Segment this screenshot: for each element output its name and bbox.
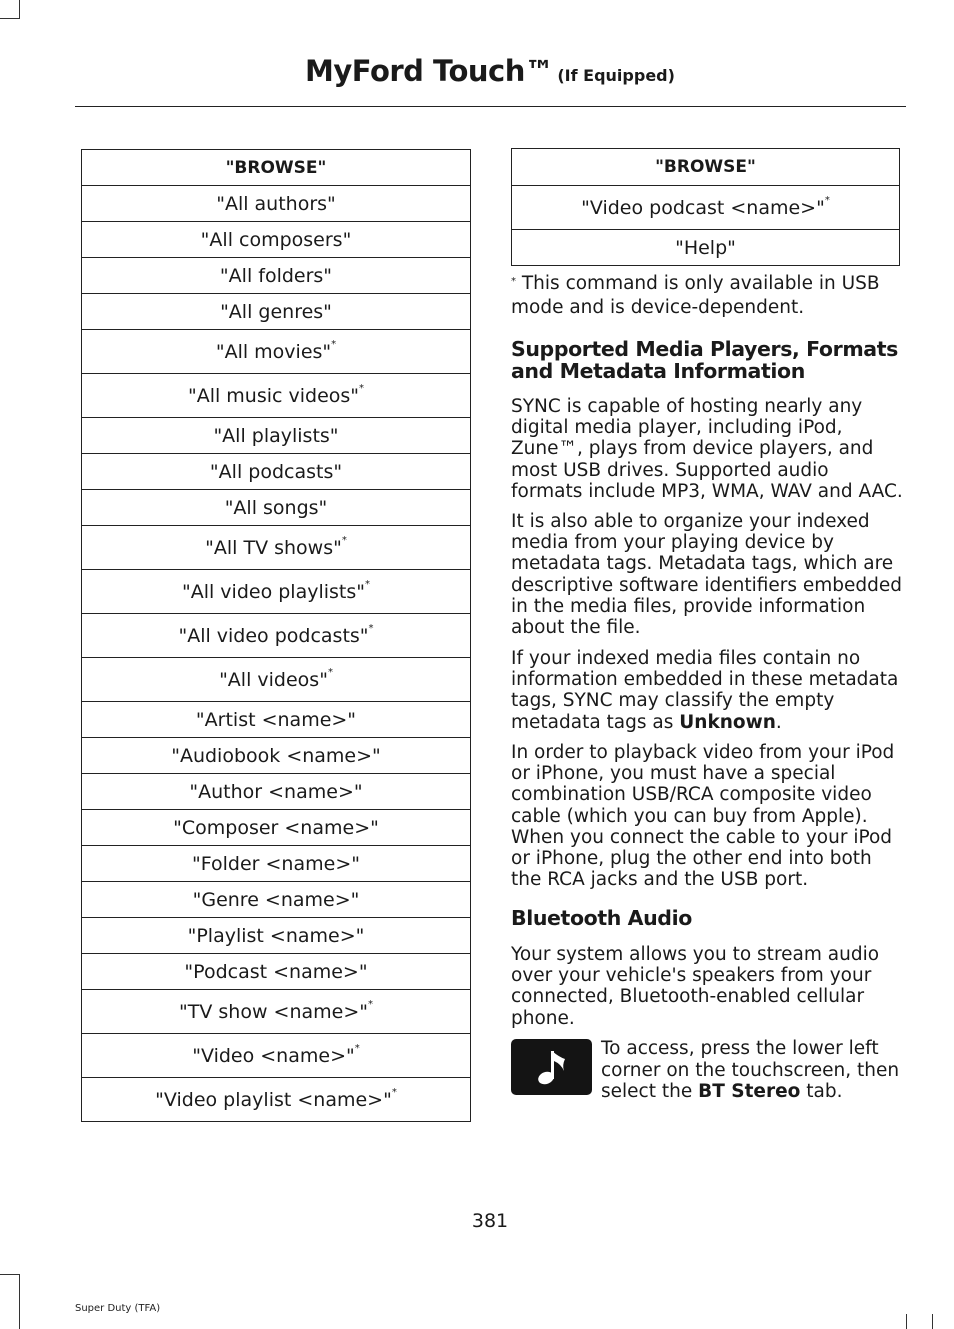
command-cell [82,418,471,454]
instruction-text: To access, press the lower left corner on the touchscreen, then select the [601,1038,900,1102]
table-row [82,570,471,614]
command-cell [82,1078,471,1122]
table-row [82,454,471,490]
command-cell [82,454,471,490]
table-row [82,810,471,846]
table-row [82,1078,471,1122]
footnote-mark: * [341,534,347,546]
footnote-mark: * [368,622,374,634]
command-cell [82,570,471,614]
crop-mark [19,0,20,18]
table-row [82,882,471,918]
footnote-mark: * [359,382,365,394]
table-header: "BROWSE" [82,150,471,186]
table-row [82,990,471,1034]
command-cell [82,1034,471,1078]
browse-commands-table-left [81,149,471,1122]
crop-mark [19,1274,20,1329]
command-cell [82,846,471,882]
header-subtitle: (If Equipped) [557,66,675,85]
section-heading-bluetooth [511,907,903,929]
command-cell [82,702,471,738]
paragraph [511,511,903,638]
crop-mark [0,18,20,19]
footnote [511,272,903,320]
command-text: "Folder <name>" [192,852,360,875]
command-cell [512,186,900,230]
paragraph [511,944,903,1029]
command-cell [82,882,471,918]
command-text: "Help" [675,236,736,259]
footnote-mark: * [824,194,830,206]
table-row [82,222,471,258]
footer-text: Super Duty (TFA) [75,1303,161,1314]
command-cell [82,330,471,374]
table-row [82,294,471,330]
table-row [82,774,471,810]
command-text: "All movies" [215,340,332,363]
bt-stereo-instruction [601,1038,906,1103]
command-text: "Author <name>" [189,780,363,803]
command-cell [512,230,900,266]
table-row [82,490,471,526]
command-cell [82,990,471,1034]
command-text: "All video playlists" [181,580,366,603]
footnote-mark: * [391,1086,397,1098]
command-text: "Podcast <name>" [184,960,368,983]
command-text: "All videos" [219,668,328,691]
table-row [82,614,471,658]
table-row [512,230,900,266]
command-cell [82,774,471,810]
command-cell [82,526,471,570]
command-cell [82,918,471,954]
table-row [82,258,471,294]
instruction-text: tab. [800,1081,843,1102]
footnote-mark: * [327,666,333,678]
bold-bt-stereo: BT Stereo [698,1081,801,1102]
command-text: "Artist <name>" [195,708,357,731]
page-header [0,54,954,88]
table-row [82,526,471,570]
table-row [82,374,471,418]
footnote-mark: * [368,998,373,1010]
paragraph [511,742,903,890]
command-text: "All TV shows" [205,536,342,559]
table-row [82,918,471,954]
paragraph [511,648,903,733]
crop-mark [932,1314,933,1329]
crop-mark [906,1314,907,1329]
command-text: "Audiobook <name>" [171,744,381,767]
command-cell [82,258,471,294]
command-text: "Composer <name>" [173,816,379,839]
command-text: "All genres" [220,300,332,323]
command-cell [82,294,471,330]
command-text: "All playlists" [213,424,339,447]
paragraph-unknown [511,648,903,733]
command-cell [82,614,471,658]
command-cell [82,490,471,526]
command-cell [82,810,471,846]
command-text: "All songs" [224,496,328,519]
table-row [82,418,471,454]
command-text: "All music videos" [187,384,360,407]
command-text: "All video podcasts" [178,624,369,647]
crop-mark [0,1274,20,1275]
heading-supported-media: Supported Media Players, Formats and Metadata Information [511,337,898,383]
command-text: "Video podcast <name>" [581,196,825,219]
header-rule [75,106,906,107]
table-row [512,186,900,230]
paragraph-text: If your indexed media files contain no information embedded in these metadata tags, SYNC may classify the empty metadata tags as [511,648,899,733]
paragraph-players: SYNC is capable of hosting nearly any digital media player, including iPod, Zune™, plays from device players, and most USB drives. Supported audio formats include MP3, WMA, WAV and AAC. [511,396,903,502]
command-text: "Video <name>" [192,1044,355,1067]
section-heading-media [511,338,903,382]
page-number: 381 [471,1210,509,1232]
command-cell [82,186,471,222]
music-note-icon [511,1039,592,1095]
command-cell [82,658,471,702]
table-row [82,1034,471,1078]
command-text: "All folders" [219,264,333,287]
paragraph-bluetooth: Your system allows you to stream audio over your vehicle's speakers from your connected, Bluetooth-enabled cellular phone. [511,944,880,1029]
heading-bluetooth-audio: Bluetooth Audio [511,906,692,930]
header-title: MyFord Touch™ [305,54,554,88]
table-row [82,846,471,882]
command-cell [82,222,471,258]
paragraph-video: In order to playback video from your iPod or iPhone, you must have a special combination USB/RCA composite video cable (which you can buy from Apple). When you connect the cable to your iPod or iPhone, plug the other end into both the RCA jacks and the USB port. [511,742,895,891]
footnote-text: This command is only available in USB mode and is device-dependent. [511,273,880,318]
table-row [82,738,471,774]
table-row [82,702,471,738]
paragraph-text: . [775,711,782,733]
table-row [82,954,471,990]
table-row [82,330,471,374]
footnote-mark: * [354,1042,360,1054]
command-cell [82,374,471,418]
paragraph [511,396,903,502]
footnote-mark: * [331,338,337,350]
command-text: "Playlist <name>" [187,924,365,947]
footnote-mark: * [511,276,516,287]
command-text: "Video playlist <name>" [155,1088,392,1111]
bold-unknown: Unknown [679,711,776,733]
command-text: "Genre <name>" [192,888,360,911]
command-cell [82,954,471,990]
command-text: "All composers" [200,228,352,251]
table-row [82,658,471,702]
paragraph-metadata: It is also able to organize your indexed media from your playing device by metadata tags. Metadata tags, which are descriptive software identifiers embedded in the media files, provide information about the file. [511,511,903,639]
command-text: "All authors" [216,192,336,215]
browse-commands-table-right [511,148,900,266]
command-text: "TV show <name>" [179,1000,368,1023]
table-row [82,186,471,222]
command-text: "All podcasts" [209,460,343,483]
footnote-mark: * [365,578,371,590]
table-header: "BROWSE" [512,149,900,186]
command-cell [82,738,471,774]
